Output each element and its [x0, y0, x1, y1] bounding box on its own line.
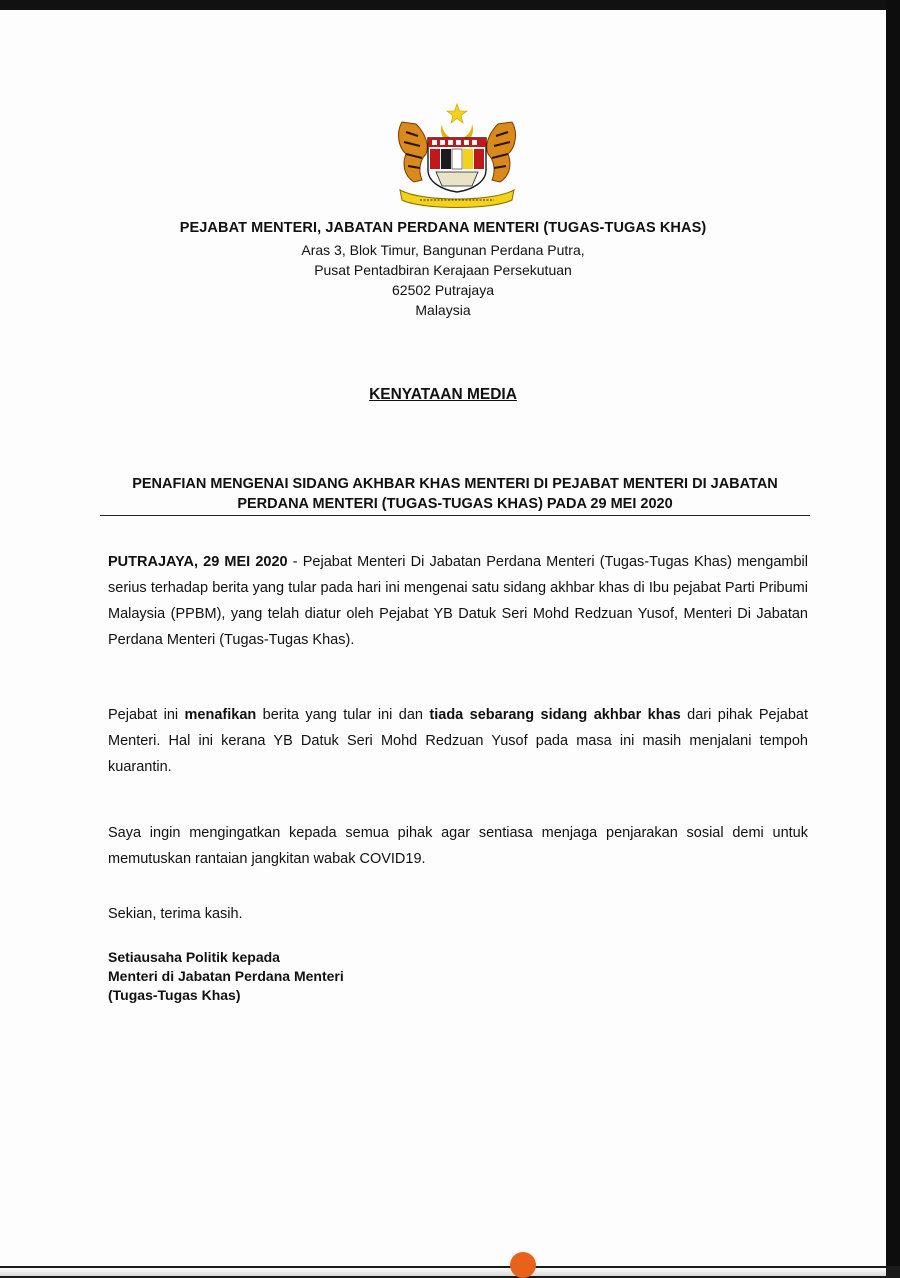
paragraph-2-part-c: berita yang tular ini dan — [256, 707, 430, 723]
paragraph-1 — [108, 549, 808, 653]
paragraph-2-emphasis-2: tiada sebarang sidang akhbar khas — [429, 707, 681, 723]
office-title: PEJABAT MENTERI, JABATAN PERDANA MENTERI (TUGAS-TUGAS KHAS) — [179, 220, 707, 236]
paragraph-2-emphasis-1: menafikan — [184, 707, 257, 723]
bottom-shadow — [0, 1268, 886, 1276]
document-page — [0, 10, 886, 1266]
subject-underline — [100, 515, 810, 516]
paragraph-1-text: - Pejabat Menteri Di Jabatan Perdana Menteri (Tugas-Tugas Khas) mengambil serius terhadap berita yang tular pada hari ini mengenai satu sidang akhbar khas di Ibu pejabat Parti Pribumi Malaysia (PPBM), yang telah diatur oleh Pejabat YB Datuk Seri Mohd Redzuan Yusof, Menteri Di Jabatan Perdana Menteri (Tugas-Tugas Khas). — [108, 554, 808, 648]
address-line-1: Aras 3, Blok Timur, Bangunan Perdana Putra, — [301, 242, 585, 258]
address-line-2: Pusat Pentadbiran Kerajaan Persekutuan — [314, 262, 572, 278]
signature-line-2: Menteri di Jabatan Perdana Menteri — [108, 968, 344, 984]
signature-line-1: Setiausaha Politik kepada — [108, 949, 280, 965]
closing-line: Sekian, terima kasih. — [108, 906, 243, 922]
document-type-heading: KENYATAAN MEDIA — [369, 386, 517, 403]
signature-block — [108, 948, 344, 1005]
right-edge-bar — [886, 0, 900, 1266]
paragraph-2-part-a: Pejabat ini — [108, 707, 185, 723]
address-line-4: Malaysia — [415, 302, 471, 318]
paragraph-2 — [108, 702, 808, 780]
address-line-3: 62502 Putrajaya — [392, 282, 494, 298]
paragraph-2-part-e: dari pihak Pejabat Menteri. Hal ini kerana YB Datuk Seri Mohd Redzuan Yusof pada masa ini masih menjalani tempoh kuarantin. — [108, 707, 809, 775]
signature-line-3: (Tugas-Tugas Khas) — [108, 987, 241, 1003]
coat-of-arms-icon — [392, 102, 522, 210]
dateline: PUTRAJAYA, 29 MEI 2020 — [108, 554, 288, 570]
subject-heading: PENAFIAN MENGENAI SIDANG AKHBAR KHAS MENTERI DI PEJABAT MENTERI DI JABATAN PERDANA MENTERI (TUGAS-TUGAS KHAS) PADA 29 MEI 2020 — [132, 476, 778, 512]
scroll-indicator-icon[interactable] — [510, 1252, 536, 1278]
top-edge-bar — [0, 0, 900, 10]
paragraph-3: Saya ingin mengingatkan kepada semua pihak agar sentiasa menjaga penjarakan sosial demi untuk memutuskan rantaian jangkitan wabak COVID19. — [108, 825, 808, 867]
